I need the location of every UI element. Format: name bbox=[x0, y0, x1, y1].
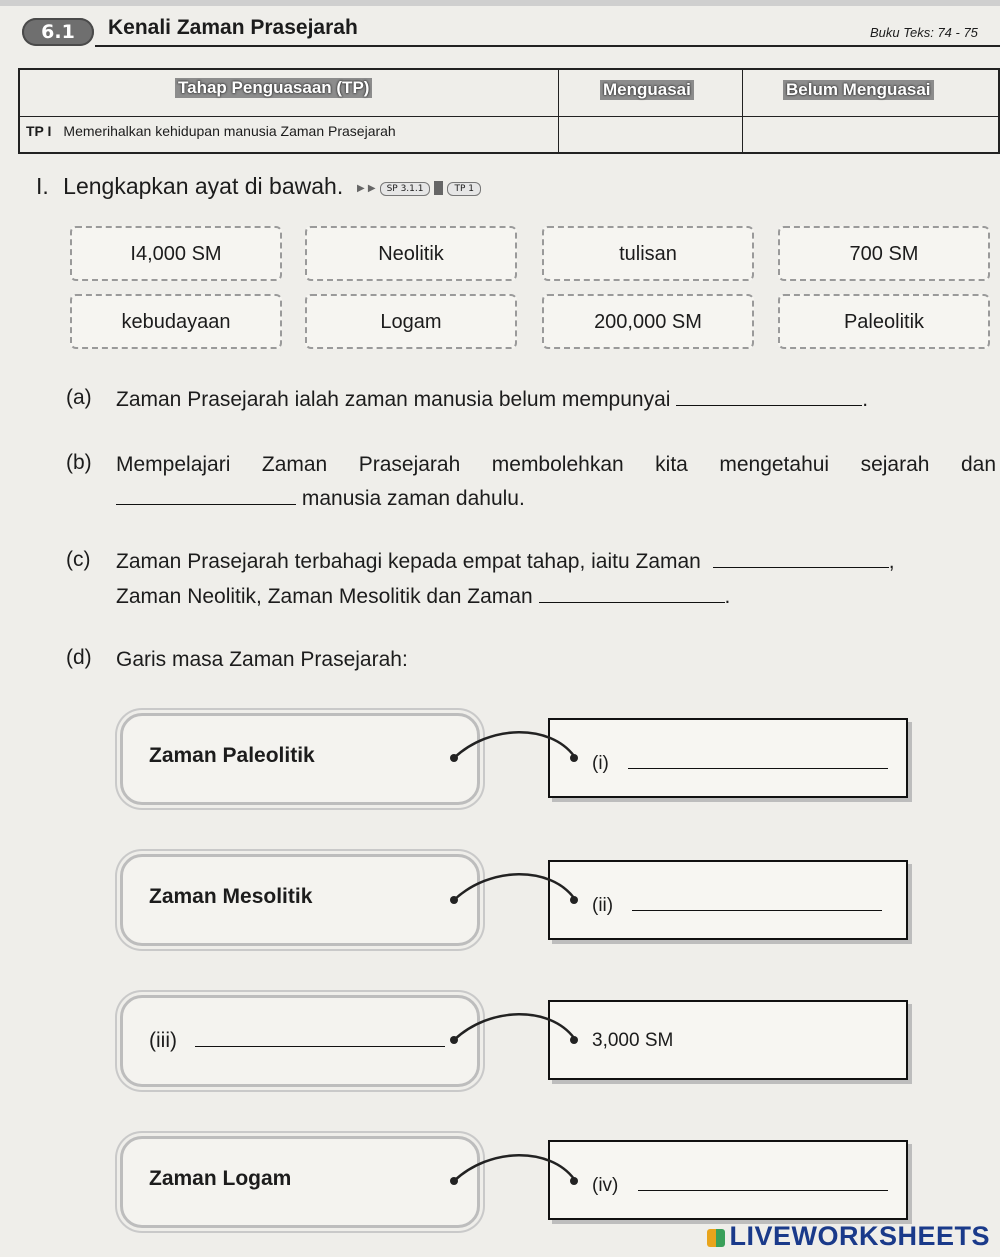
tp-description: Memerihalkan kehidupan manusia Zaman Prasejarah bbox=[63, 123, 396, 139]
era-label: Zaman Logam bbox=[149, 1167, 292, 1190]
item-c-line1-text: Zaman Prasejarah terbahagi kepada empat tahap, iaitu Zaman bbox=[116, 550, 701, 573]
item-c-line1-end: , bbox=[888, 550, 895, 573]
connector-arrow-icon bbox=[440, 1153, 600, 1193]
connector-arrow-icon bbox=[440, 872, 600, 912]
timeline-answer-box bbox=[548, 1000, 908, 1080]
word-bank-item[interactable]: Logam bbox=[305, 294, 517, 349]
answer-label bbox=[592, 890, 882, 917]
item-d-text: Garis masa Zaman Prasejarah: bbox=[116, 648, 408, 671]
word-bank-item[interactable]: Neolitik bbox=[305, 226, 517, 281]
question-number: I. bbox=[36, 173, 49, 199]
timeline-era-box bbox=[120, 1136, 480, 1228]
liveworksheets-logo bbox=[707, 1221, 990, 1252]
item-a bbox=[116, 383, 868, 417]
mastery-row bbox=[26, 123, 396, 139]
item-b-line1: Mempelajari Zaman Prasejarah membolehkan kita mengetahui sejarah dan bbox=[116, 453, 996, 476]
answer-blank-b[interactable] bbox=[116, 484, 296, 505]
answer-blank-c1[interactable] bbox=[713, 547, 889, 568]
answer-marker: (i) bbox=[592, 753, 609, 774]
answer-blank-iv[interactable] bbox=[638, 1170, 888, 1191]
item-c-line1 bbox=[116, 545, 895, 579]
item-label-b: (b) bbox=[66, 451, 92, 474]
item-c-line2-text: Zaman Neolitik, Zaman Mesolitik dan Zaman bbox=[116, 585, 533, 608]
answer-marker: (ii) bbox=[592, 895, 614, 916]
word-bank-item[interactable]: Paleolitik bbox=[778, 294, 990, 349]
mastery-table bbox=[18, 68, 1000, 154]
era-label: Zaman Paleolitik bbox=[149, 744, 315, 767]
word-bank-item[interactable]: kebudayaan bbox=[70, 294, 282, 349]
top-edge bbox=[0, 0, 1000, 6]
book-reference: Buku Teks: 74 - 75 bbox=[870, 25, 978, 40]
answer-blank-iii[interactable] bbox=[195, 1026, 445, 1047]
item-c-line2 bbox=[116, 580, 730, 614]
item-a-end: . bbox=[862, 388, 869, 411]
timeline-era-box bbox=[120, 854, 480, 946]
brand-text: LIVEWORKSHEETS bbox=[729, 1221, 990, 1251]
section-title: Kenali Zaman Prasejarah bbox=[108, 16, 358, 39]
answer-blank-i[interactable] bbox=[628, 748, 888, 769]
liveworksheets-icon bbox=[707, 1229, 725, 1247]
answer-blank-c2[interactable] bbox=[539, 582, 725, 603]
sp-tag: SP 3.1.1 bbox=[380, 182, 431, 196]
answer-value: 3,000 SM bbox=[592, 1030, 674, 1051]
answer-label bbox=[592, 1170, 888, 1197]
title-rule bbox=[95, 45, 1000, 47]
item-b-line2-text: manusia zaman dahulu. bbox=[301, 487, 525, 510]
section-badge: 6.1 bbox=[22, 18, 94, 46]
timeline-era-box bbox=[120, 995, 480, 1087]
timeline-era-box bbox=[120, 713, 480, 805]
timeline-answer-box bbox=[548, 718, 908, 798]
item-label-c: (c) bbox=[66, 548, 91, 571]
word-bank-item[interactable]: I4,000 SM bbox=[70, 226, 282, 281]
item-label-a: (a) bbox=[66, 386, 92, 409]
header-not-mastered: Belum Menguasai bbox=[783, 80, 934, 100]
timeline-answer-box bbox=[548, 1140, 908, 1220]
item-a-text: Zaman Prasejarah ialah zaman manusia belum mempunyai bbox=[116, 388, 671, 411]
era-label: Zaman Mesolitik bbox=[149, 885, 313, 908]
bar-icon bbox=[434, 181, 443, 195]
word-bank-item[interactable]: 700 SM bbox=[778, 226, 990, 281]
header-tp: Tahap Penguasaan (TP) bbox=[175, 78, 372, 98]
word-bank-item[interactable]: 200,000 SM bbox=[542, 294, 754, 349]
question-tags bbox=[357, 181, 485, 196]
item-c-line2-end: . bbox=[724, 585, 731, 608]
header-mastered: Menguasai bbox=[600, 80, 694, 100]
era-marker: (iii) bbox=[149, 1029, 177, 1052]
col-divider bbox=[558, 70, 559, 154]
item-b-line2 bbox=[116, 482, 525, 516]
answer-blank-ii[interactable] bbox=[632, 890, 882, 911]
answer-blank-a[interactable] bbox=[676, 385, 862, 406]
play-arrows-icon: ▶ ▶ bbox=[357, 182, 376, 194]
item-label-d: (d) bbox=[66, 646, 92, 669]
word-bank-item[interactable]: tulisan bbox=[542, 226, 754, 281]
era-label bbox=[149, 1026, 445, 1053]
answer-marker: (iv) bbox=[592, 1175, 619, 1196]
col-divider bbox=[742, 70, 743, 154]
tp-tag: TP 1 bbox=[447, 182, 481, 196]
connector-arrow-icon bbox=[440, 1012, 600, 1052]
tp-code: TP I bbox=[26, 123, 52, 139]
connector-arrow-icon bbox=[440, 730, 600, 770]
timeline-answer-box bbox=[548, 860, 908, 940]
question-heading bbox=[36, 173, 343, 200]
answer-label bbox=[592, 748, 888, 775]
question-instruction: Lengkapkan ayat di bawah. bbox=[63, 173, 344, 199]
